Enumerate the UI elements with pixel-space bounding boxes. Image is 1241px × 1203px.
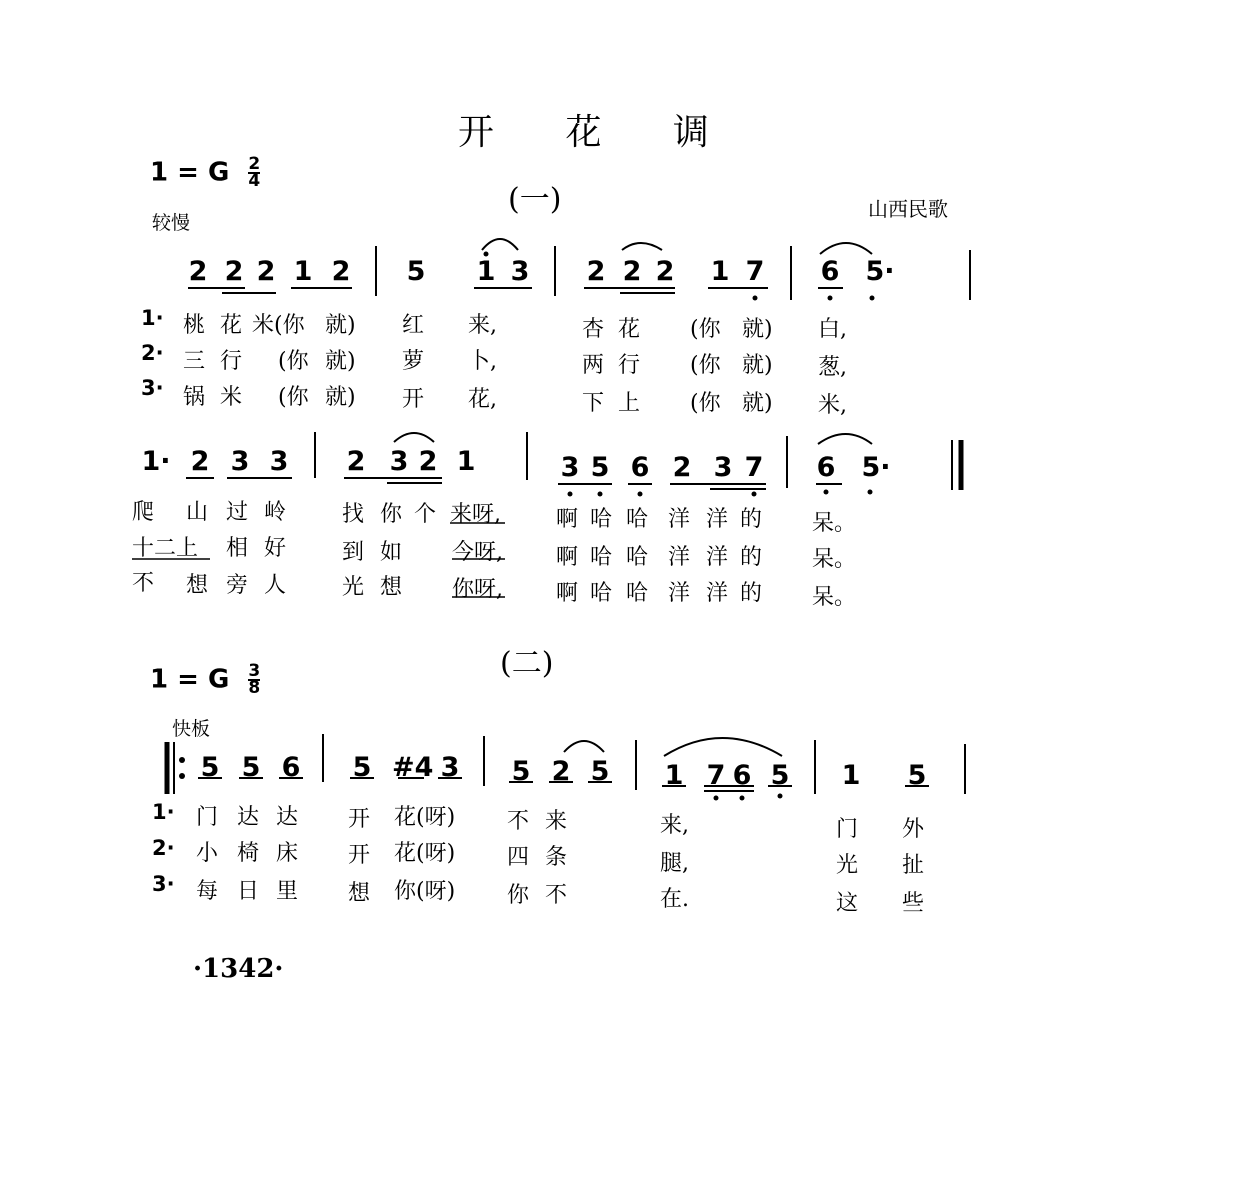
lyric-syllable: 就) (325, 313, 356, 338)
note: 2 (256, 256, 276, 287)
lyric-syllable: 你(呀) (394, 879, 456, 904)
lyric-syllable: 锅 (183, 385, 206, 410)
lyric-syllable: 来 (545, 809, 568, 834)
lyric-syllable: 日 (237, 879, 260, 904)
lyric-syllable: 每 (196, 879, 219, 904)
section-label-1: (一) (508, 182, 562, 217)
lyric-syllable: 的 (740, 545, 763, 570)
verse-number: 1· (152, 800, 175, 824)
lyric-syllable: 桃 (183, 313, 206, 338)
note: 3 (560, 452, 580, 483)
lyric-syllable: 些 (902, 891, 925, 916)
lyric-syllable: 哈 (590, 581, 613, 606)
lyric-syllable: 萝 (402, 349, 425, 374)
lyric-syllable: 就) (742, 353, 773, 378)
lyric-syllable: (你 (690, 317, 721, 342)
note: 6 (820, 256, 840, 287)
lyric-syllable: 门 (836, 817, 859, 842)
lyric-syllable: 椅 (237, 841, 260, 866)
lyric-syllable: 里 (276, 879, 299, 904)
lyric-syllable: 你 (507, 883, 530, 908)
note: 2 (188, 256, 208, 287)
note: 5· (861, 452, 891, 483)
page-number: ·1342· (193, 954, 284, 984)
lyric-syllable: 卜, (468, 349, 497, 374)
lyric-syllable: 行 (618, 353, 641, 378)
note: 1 (476, 256, 496, 287)
lyric-syllable: 来, (468, 313, 497, 338)
lyric-syllable: 洋 (706, 507, 729, 532)
lyric-syllable: (你 (278, 385, 309, 410)
lyric-syllable: 十二上 (132, 536, 199, 561)
note: 2 (190, 446, 210, 477)
lyric-syllable: 人 (264, 573, 287, 598)
lyric-syllable: 洋 (668, 507, 691, 532)
note: 5 (352, 752, 372, 783)
lyric-syllable: 花 (220, 313, 243, 338)
lyric-syllable: 爬 (132, 500, 155, 525)
lyric-syllable: (你 (690, 353, 721, 378)
lyric-syllable: 三 (183, 349, 206, 374)
lyric-syllable: 小 (196, 841, 219, 866)
lyric-syllable: 哈 (626, 545, 649, 570)
lyric-syllable: 花, (468, 387, 497, 412)
lyric-syllable: 洋 (706, 545, 729, 570)
note: 3 (510, 256, 530, 287)
lyric-syllable: 洋 (706, 581, 729, 606)
lyric-syllable: 洋 (668, 545, 691, 570)
note: 1 (710, 256, 730, 287)
lyric-syllable: 如 (380, 540, 403, 565)
note: 5 (590, 756, 610, 787)
note: 5 (200, 752, 220, 783)
note: 2 (224, 256, 244, 287)
note: 2 (586, 256, 606, 287)
note: 2 (672, 452, 692, 483)
lyric-syllable: 在. (660, 887, 689, 912)
lyric-syllable: 条 (545, 845, 568, 870)
note: 1 (841, 760, 861, 791)
tempo-mark-2: 快板 (172, 718, 211, 740)
lyric-syllable: 开 (402, 387, 425, 412)
lyric-syllable: 花(呀) (394, 841, 456, 866)
lyric-syllable: 上 (618, 391, 641, 416)
lyric-syllable: 门 (196, 805, 219, 830)
note: 2 (418, 446, 438, 477)
lyric-syllable: 就) (742, 317, 773, 342)
lyric-syllable: 米, (818, 393, 847, 418)
note: 6 (732, 760, 752, 791)
time-signature-2: $\frac{3}{8}$ (248, 661, 261, 698)
lyric-syllable: 旁 (226, 573, 249, 598)
lyric-syllable: 啊 (556, 581, 579, 606)
lyric-syllable: 红 (402, 313, 425, 338)
lyric-syllable: 下 (582, 391, 605, 416)
note: 5 (511, 756, 531, 787)
lyric-syllable: 扯 (902, 853, 925, 878)
note: 1 (456, 446, 476, 477)
note: 3 (440, 752, 460, 783)
lyric-syllable: 行 (220, 349, 243, 374)
note: 3 (713, 452, 733, 483)
lyric-syllable: 就) (742, 391, 773, 416)
verse-number: 1· (141, 306, 164, 330)
note: 2 (331, 256, 351, 287)
lyric-syllable: 的 (740, 507, 763, 532)
lyric-syllable: 光 (342, 575, 365, 600)
note: #4 (392, 752, 434, 783)
lyric-syllable: 来, (660, 813, 689, 838)
time-signature-1: $\frac{2}{4}$ (248, 154, 261, 191)
note: 2 (551, 756, 571, 787)
lyric-syllable: 两 (582, 353, 605, 378)
lyric-syllable: 这 (836, 891, 859, 916)
verse-number: 3· (152, 872, 175, 896)
note: 6 (816, 452, 836, 483)
lyric-syllable: 花(呀) (394, 805, 456, 830)
lyric-syllable: 不 (132, 571, 155, 596)
lyric-syllable: 米 (220, 385, 243, 410)
lyric-syllable: 想 (380, 575, 403, 600)
lyric-syllable: 啊 (556, 545, 579, 570)
note: 5 (770, 760, 790, 791)
lyric-syllable: 不 (507, 809, 530, 834)
lyric-syllable: 今呀, (452, 540, 503, 565)
key-signature-1: 1 = G $\frac{2}{4}$ (150, 154, 261, 191)
note: 2 (655, 256, 675, 287)
lyric-syllable: 杏 (582, 317, 605, 342)
lyric-syllable: 好 (264, 536, 287, 561)
note: 3 (389, 446, 409, 477)
lyric-syllable: 达 (237, 805, 260, 830)
note: 6 (281, 752, 301, 783)
lyric-syllable: 达 (276, 805, 299, 830)
lyric-syllable: 开 (348, 843, 371, 868)
lyric-syllable: 哈 (626, 507, 649, 532)
lyric-syllable: 相 (226, 536, 249, 561)
lyric-syllable: 开 (348, 807, 371, 832)
lyric-syllable: 米(你 (252, 313, 305, 338)
note: 6 (630, 452, 650, 483)
lyric-syllable: 白, (818, 317, 847, 342)
lyric-syllable: 花 (618, 317, 641, 342)
lyric-syllable: 来呀, (450, 502, 501, 527)
lyric-syllable: 啊 (556, 507, 579, 532)
note: 1 (664, 760, 684, 791)
verse-number: 2· (141, 341, 164, 365)
lyric-syllable: 呆。 (812, 511, 857, 536)
lyric-syllable: 个 (414, 502, 437, 527)
lyric-syllable: (你 (278, 349, 309, 374)
lyric-syllable: 你呀, (452, 577, 503, 602)
note: 1· (141, 446, 171, 477)
note: 5 (590, 452, 610, 483)
lyric-syllable: 哈 (590, 545, 613, 570)
lyric-syllable: 哈 (626, 581, 649, 606)
note: 5 (907, 760, 927, 791)
lyric-syllable: 想 (348, 881, 371, 906)
source-label: 山西民歌 (868, 197, 948, 221)
lyric-syllable: 就) (325, 385, 356, 410)
lyric-syllable: 山 (186, 500, 209, 525)
lyric-syllable: 腿, (660, 851, 689, 876)
lyric-syllable: 就) (325, 349, 356, 374)
note: 7 (745, 256, 765, 287)
lyric-syllable: 想 (186, 573, 209, 598)
note: 7 (706, 760, 726, 791)
lyric-syllable: 葱, (818, 355, 847, 380)
verse-number: 3· (141, 376, 164, 400)
lyric-syllable: 洋 (668, 581, 691, 606)
lyric-syllable: 床 (276, 841, 299, 866)
note: 2 (622, 256, 642, 287)
note: 5 (406, 256, 426, 287)
lyric-syllable: (你 (690, 391, 721, 416)
note: 1 (293, 256, 313, 287)
song-title: 开 花 调 (458, 112, 739, 153)
lyric-syllable: 呆。 (812, 585, 857, 610)
note: 2 (346, 446, 366, 477)
note: 5· (865, 256, 895, 287)
lyric-syllable: 光 (836, 853, 859, 878)
lyric-syllable: 外 (902, 817, 925, 842)
lyric-syllable: 过 (226, 500, 249, 525)
note: 7 (744, 452, 764, 483)
note: 3 (269, 446, 289, 477)
lyric-syllable: 不 (545, 883, 568, 908)
note: 5 (241, 752, 261, 783)
lyric-syllable: 你 (380, 502, 403, 527)
lyric-syllable: 到 (342, 540, 365, 565)
lyric-syllable: 哈 (590, 507, 613, 532)
lyric-syllable: 岭 (264, 500, 287, 525)
note: 3 (230, 446, 250, 477)
lyric-syllable: 的 (740, 581, 763, 606)
lyric-syllable: 四 (507, 845, 530, 870)
lyric-syllable: 找 (342, 502, 365, 527)
lyric-syllable: 呆。 (812, 547, 857, 572)
tempo-mark-1: 较慢 (152, 212, 191, 234)
key-signature-2: 1 = G $\frac{3}{8}$ (150, 661, 261, 698)
section-label-2: (二) (500, 646, 554, 681)
verse-number: 2· (152, 836, 175, 860)
